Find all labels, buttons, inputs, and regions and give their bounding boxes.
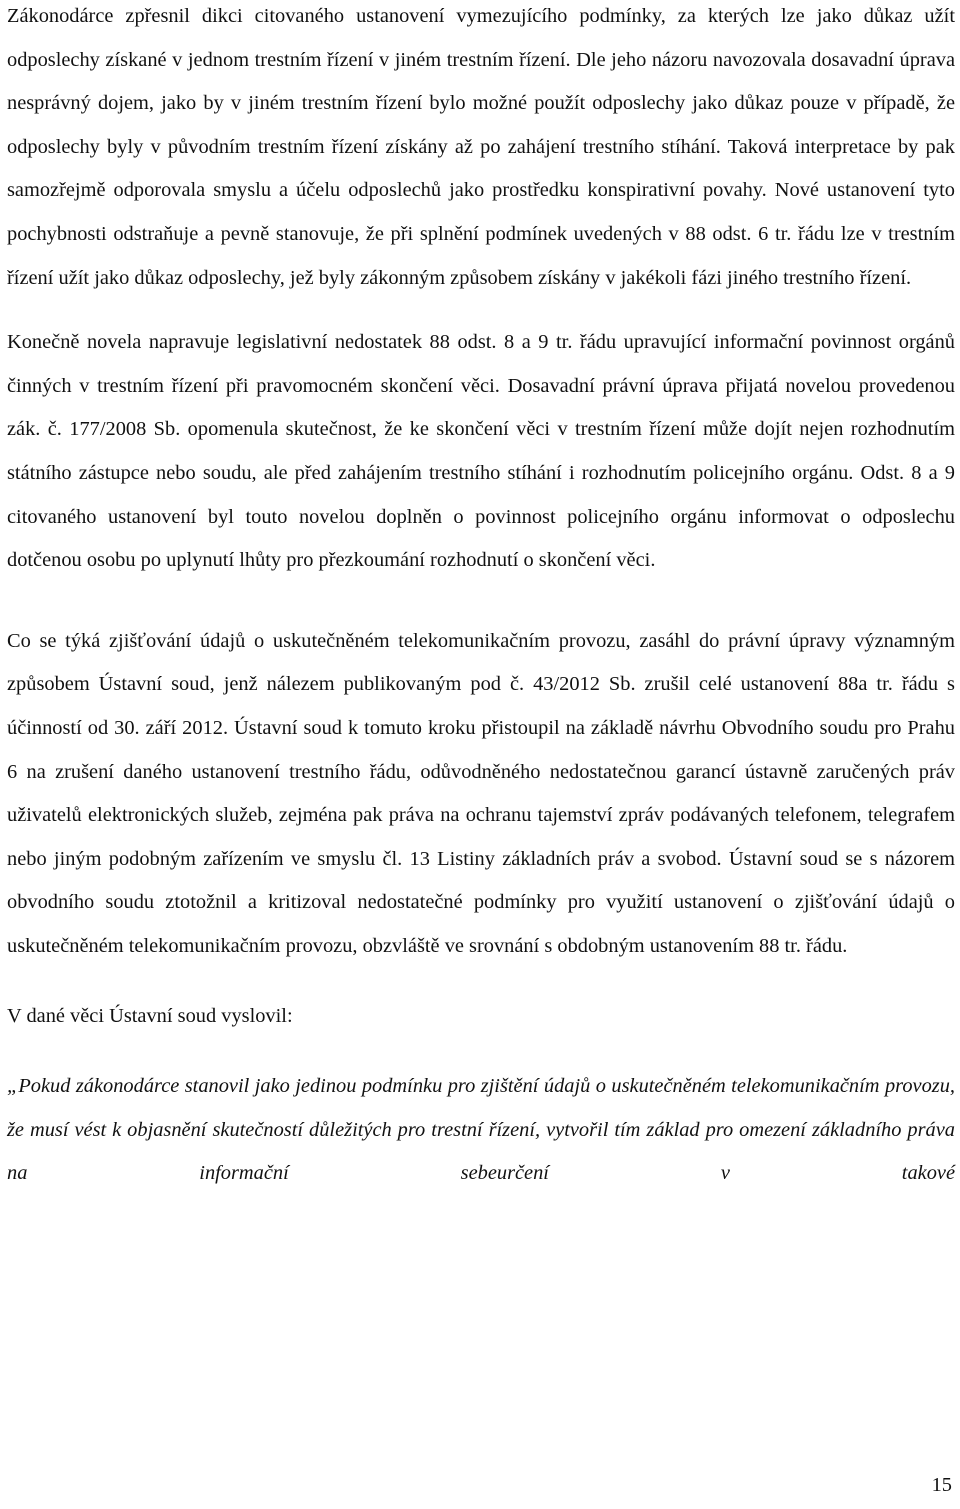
paragraph-intro-quote: V dané věci Ústavní soud vyslovil: (7, 1005, 293, 1028)
quoted-ruling-excerpt: „Pokud zákonodárce stanovil jako jedinou podmínku pro zjištění údajů o uskutečněném telekomunikačním provozu, že musí vést k objasnění skutečností důležitých pro trestní řízení, vytvořil tím základ pro omezení základního práva na informační sebeurčení v takové (7, 1075, 955, 1185)
page-number: 15 (931, 1474, 952, 1496)
document-page (7, 0, 955, 1196)
paragraph-ustavni-soud-88a: Co se týká zjišťování údajů o uskutečněném telekomunikačním provozu, zasáhl do právní úpravy významným způsobem Ústavní soud, jenž nálezem publikovaným pod č. 43/2012 Sb. zrušil celé ustanovení 88a tr. řádu s účinností od 30. září 2012. Ústavní soud k tomuto kroku přistoupil na základě návrhu Obvodního soudu pro Prahu 6 na zrušení daného ustanovení trestního řádu, odůvodněného nedostatečnou garancí ústavně zaručených práv uživatelů elektronických služeb, zejména pak práva na ochranu tajemství zpráv podávaných telefonem, telegrafem nebo jiným podobným zařízením ve smyslu čl. 13 Listiny základních práv a svobod. Ústavní soud se s názorem obvodního soudu ztotožnil a kritizoval nedostatečné podmínky pro využití ustanovení o zjišťování údajů o uskutečněném telekomunikačním provozu, obzvláště ve srovnání s obdobným ustanovením 88 tr. řádu. (7, 629, 955, 957)
paragraph-odposlechy-jine-rizeni: Zákonodárce zpřesnil dikci citovaného ustanovení vymezujícího podmínky, za kterých lze jako důkaz užít odposlechy získané v jednom trestním řízení v jiném trestním řízení. Dle jeho názoru navozovala dosavadní úprava nesprávný dojem, jako by v jiném trestním řízení bylo možné použít odposlechy jako důkaz pouze v případě, že odposlechy byly v původním trestním řízení získány až po zahájení trestního stíhání. Taková interpretace by pak samozřejmě odporovala smyslu a účelu odposlechů jako prostředku konspirativní povahy. Nové ustanovení tyto pochybnosti odstraňuje a pevně stanovuje, že při splnění podmínek uvedených v 88 odst. 6 tr. řádu lze v trestním řízení užít jako důkaz odposlechy, jež byly zákonným způsobem získány v jakékoli fázi jiného trestního řízení. (7, 5, 955, 289)
paragraph-informacni-povinnost: Konečně novela napravuje legislativní nedostatek 88 odst. 8 a 9 tr. řádu upravující informační povinnost orgánů činných v trestním řízení při pravomocném skončení věci. Dosavadní právní úprava přijatá novelou provedenou zák. č. 177/2008 Sb. opomenula skutečnost, že ke skončení věci v trestním řízení může dojít nejen rozhodnutím státního zástupce nebo soudu, ale před zahájením trestního stíhání i rozhodnutím policejního orgánu. Odst. 8 a 9 citovaného ustanovení byl touto novelou doplněn o povinnost policejního orgánu informovat o odposlechu dotčenou osobu po uplynutí lhůty pro přezkoumání rozhodnutí o skončení věci. (7, 331, 955, 572)
